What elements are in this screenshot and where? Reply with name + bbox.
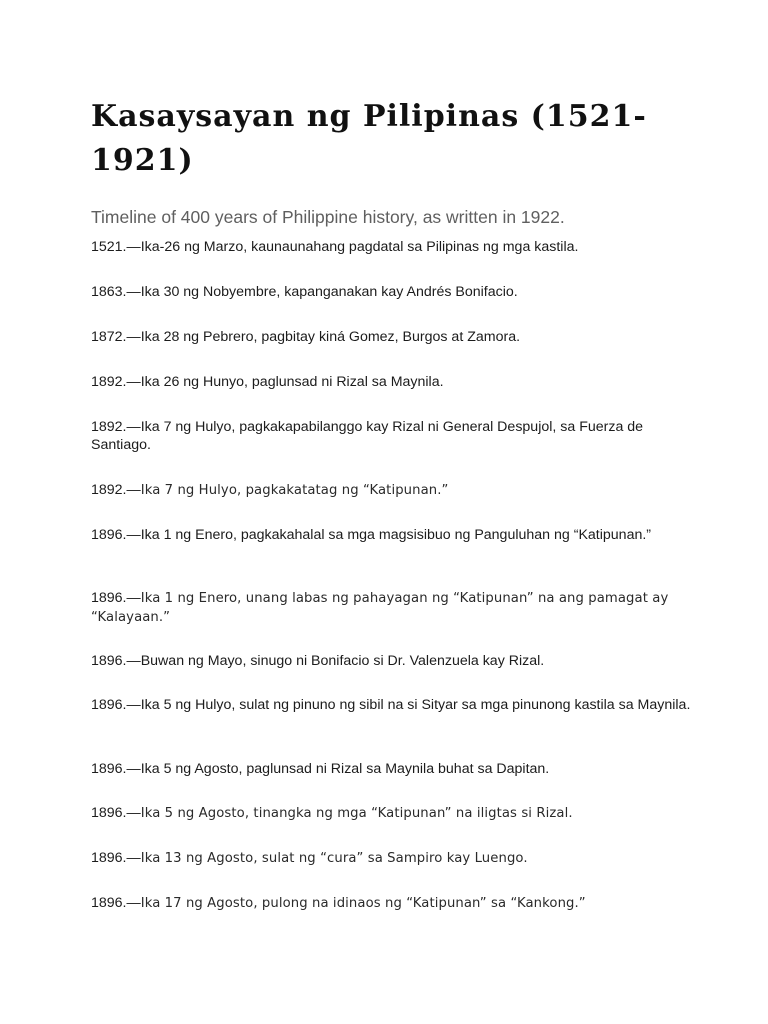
entry-year: 1892.— <box>91 374 141 390</box>
entry-year: 1872.— <box>91 329 141 345</box>
entry-year: 1863.— <box>91 284 141 300</box>
page-title: Kasaysayan ng Pilipinas (1521-1921) <box>91 99 647 178</box>
entry-year: 1896.— <box>91 805 141 821</box>
entry-year: 1521.— <box>91 239 141 255</box>
entry-year: 1892.— <box>91 482 141 498</box>
timeline-entry <box>91 328 691 346</box>
timeline-entry <box>91 526 691 544</box>
entry-year: 1896.— <box>91 895 141 911</box>
entry-year: 1892.— <box>91 419 141 435</box>
entry-year: 1896.— <box>91 697 141 713</box>
timeline-entry <box>91 760 691 778</box>
timeline-entry <box>91 589 691 627</box>
entry-text: Ika 1 ng Enero, pagkakahalal sa mga magsisibuo ng Panguluhan ng “Katipunan.” <box>140 527 652 543</box>
entry-text: Buwan ng Mayo, sinugo ni Bonifacio si Dr. Valenzuela kay Rizal. <box>140 653 545 669</box>
entry-text: Ika 7 ng Hulyo, pagkakapabilanggo kay Rizal ni General Despujol, sa Fuerza de Santiago. <box>91 419 644 453</box>
timeline-entry <box>91 696 691 714</box>
entry-year: 1896.— <box>91 590 141 606</box>
timeline-entry <box>91 481 691 500</box>
timeline-entry <box>91 373 691 391</box>
entry-text: Ika 5 ng Hulyo, sulat ng pinuno ng sibil na si Sityar sa mga pinunong kastila sa Maynila. <box>140 697 691 713</box>
entry-text: Ika-26 ng Marzo, kaunaunahang pagdatal sa Pilipinas ng mga kastila. <box>140 239 579 255</box>
entry-text: Ika 5 ng Agosto, tinangka ng mga “Katipunan” na iligtas si Rizal. <box>140 806 573 821</box>
entry-year: 1896.— <box>91 850 141 866</box>
entry-text: Ika 1 ng Enero, unang labas ng pahayagan ng “Katipunan” na ang pamagat ay “Kalayaan.” <box>91 591 669 625</box>
page-subtitle: Timeline of 400 years of Philippine history, as written in 1922. <box>91 207 565 227</box>
entry-text: Ika 7 ng Hulyo, pagkakatatag ng “Katipunan.” <box>140 483 449 498</box>
timeline-entry <box>91 849 691 868</box>
timeline-entry <box>91 283 691 301</box>
entry-year: 1896.— <box>91 527 141 543</box>
entry-text: Ika 26 ng Hunyo, paglunsad ni Rizal sa Maynila. <box>140 374 444 390</box>
entry-year: 1896.— <box>91 761 141 777</box>
timeline-entry <box>91 652 691 670</box>
timeline-entry <box>91 418 691 454</box>
entry-text: Ika 17 ng Agosto, pulong na idinaos ng “Katipunan” sa “Kankong.” <box>140 896 586 911</box>
entry-text: Ika 5 ng Agosto, paglunsad ni Rizal sa Maynila buhat sa Dapitan. <box>140 761 550 777</box>
entry-text: Ika 30 ng Nobyembre, kapanganakan kay Andrés Bonifacio. <box>140 284 518 300</box>
timeline-entry <box>91 894 691 913</box>
entry-year: 1896.— <box>91 653 141 669</box>
entry-text: Ika 13 ng Agosto, sulat ng “cura” sa Sampiro kay Luengo. <box>140 851 528 866</box>
timeline-entry <box>91 804 691 823</box>
entry-text: Ika 28 ng Pebrero, pagbitay kiná Gomez, Burgos at Zamora. <box>140 329 521 345</box>
timeline-entry <box>91 238 691 256</box>
